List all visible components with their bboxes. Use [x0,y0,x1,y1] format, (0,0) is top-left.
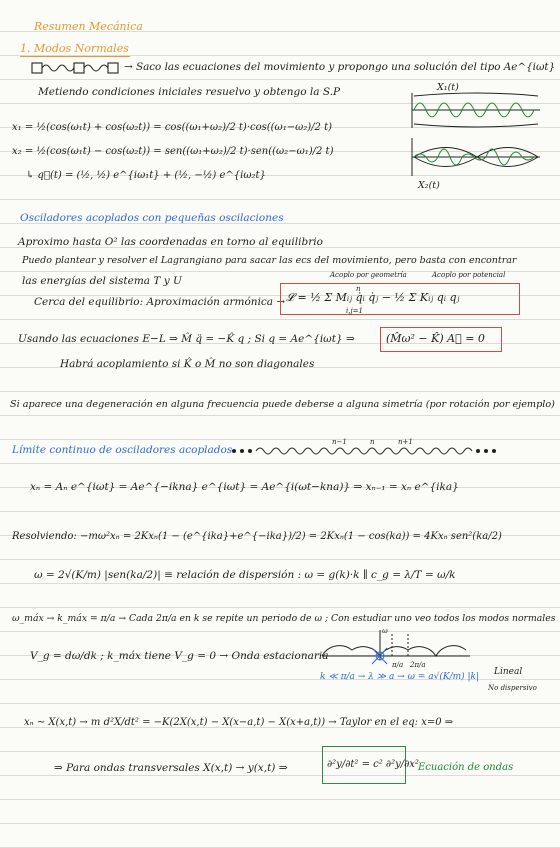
graph-label-x2: X₂(t) [418,180,440,191]
equation-x2: x₂ = ½(cos(ω₁t) − cos(ω₂t)) = sen((ω₁+ω₂)/2 t)·sen((ω₂−ω₁)/2 t) [12,146,334,157]
dispersion-tick-2pi-a: 2π/a [410,661,426,669]
section-continuum-limit: Límite continuo de osciladores acoplados [12,444,233,456]
dispersion-omega-label: ω [382,627,388,635]
section-normal-modes: 1. Modos Normales [20,42,129,55]
equation-continuum: xₙ ∼ X(x,t) → m d²X/dt² = −K(2X(x,t) − X(x−a,t) − X(x+a,t)) → Taylor en el eq: x=0 ⇒ [24,717,454,728]
beat-graph-top [412,93,540,128]
dispersion-tick-pi-a: π/a [392,661,404,669]
equation-q-vector: ↳ q⃗(t) = (½, ½) e^{iω₁t} + (½, −½) e^{iω₂t} [26,170,266,181]
annotation-potential-coupling: Acoplo por potencial [432,271,506,279]
chain-label-n-plus-1: n+1 [398,438,413,446]
line-degeneracy: Si aparece una degeneración en alguna frecuencia puede deberse a alguna simetría (por rotación por ejemplo) [10,399,555,410]
spring-mass-icon [32,63,118,73]
line-coupling-condition: Habrá acoplamiento si K̂ o M̂ no son diagonales [60,358,315,370]
wave-equation: ∂²y/∂t² = c² ∂²y/∂x² [327,759,419,770]
beat-graph-bottom [412,138,540,176]
equation-traveling-wave: xₙ = Aₙ e^{iωt} = Ae^{−ikna} e^{iωt} = Ae^{i(ωt−kna)} ⇒ xₙ₋₁ = xₙ e^{ika} [30,481,459,493]
chain-label-n-minus-1: n−1 [332,438,347,446]
note-linear: Lineal [494,667,523,677]
line-transverse-waves: ⇒ Para ondas transversales X(x,t) → y(x,t) ⇒ [54,762,288,774]
equation-solving: Resolviendo: −mω²xₙ = 2Kxₙ(1 − (e^{ika}+e^{−ika})/2) = 2Kxₙ(1 − cos(ka)) = 4Kxₙ sen²(ka/2) [12,531,502,542]
annotation-geometric-coupling: Acoplo por geometría [330,271,407,279]
sum-lower-limit: i,j=1 [346,307,363,315]
line-approximation: Aproximo hasta O² las coordenadas en torno al equilibrio [18,236,323,248]
graph-label-x1: X₁(t) [437,82,459,93]
line-harmonic-approx: Cerca del equilibrio: Aproximación armónica → [34,296,286,308]
line-initial-conditions: Metiendo condiciones iniciales resuelvo y obtengo la S.P [38,86,341,98]
dispersion-low-k-limit: k ≪ π/a → λ ≫ a → ω = a√(K/m) |k| [320,672,480,682]
wave-equation-label: Ecuación de ondas [418,762,514,773]
equation-dispersion: ω = 2√(K/m) |sen(ka/2)| ≡ relación de dispersión : ω = g(k)·k ∥ c_g = λ/T = ω/k [34,569,456,581]
line-euler-lagrange: Usando las ecuaciones E−L ⇒ M̂ q̈ = −K̂ q ; Si q = Ae^{iωt} ⇒ [18,333,355,345]
line-lagrangian-intro: Puedo plantear y resolver el Lagrangiano para sacar las ecs del movimiento, pero basta con encontrar [22,255,517,266]
note-non-dispersive: No dispersivo [488,684,537,692]
line-periodicity: ω_máx → k_máx = π/a → Cada 2π/a en k se repite un periodo de ω ; Con estudiar uno veo todos los modos normales [12,613,556,624]
sum-upper-limit: n [356,285,361,293]
line-energies: las energías del sistema T y U [22,275,182,287]
page-title: Resumen Mecánica [34,20,143,33]
equation-x1: x₁ = ½(cos(ω₁t) + cos(ω₂t)) = cos((ω₁+ω₂)/2 t)·cos((ω₁−ω₂)/2 t) [12,122,332,133]
line-equations-motion: → Saco las ecuaciones del movimiento y propongo una solución del tipo Ae^{iωt} [124,61,556,73]
eigen-equation: (M̂ω² − K̂) A⃗ = 0 [386,332,485,345]
chain-label-n: n [370,438,375,446]
section-coupled-oscillators: Osciladores acoplados con pequeñas oscilaciones [20,212,284,224]
spring-chain-diagram [233,448,496,454]
lagrangian-equation: 𝓛 = ½ Σ Mᵢⱼ q̇ᵢ q̇ⱼ − ½ Σ Kᵢⱼ qᵢ qⱼ [286,291,460,304]
line-group-velocity: V_g = dω/dk ; k_máx tiene V_g = 0 → Onda estacionaria [30,650,329,662]
